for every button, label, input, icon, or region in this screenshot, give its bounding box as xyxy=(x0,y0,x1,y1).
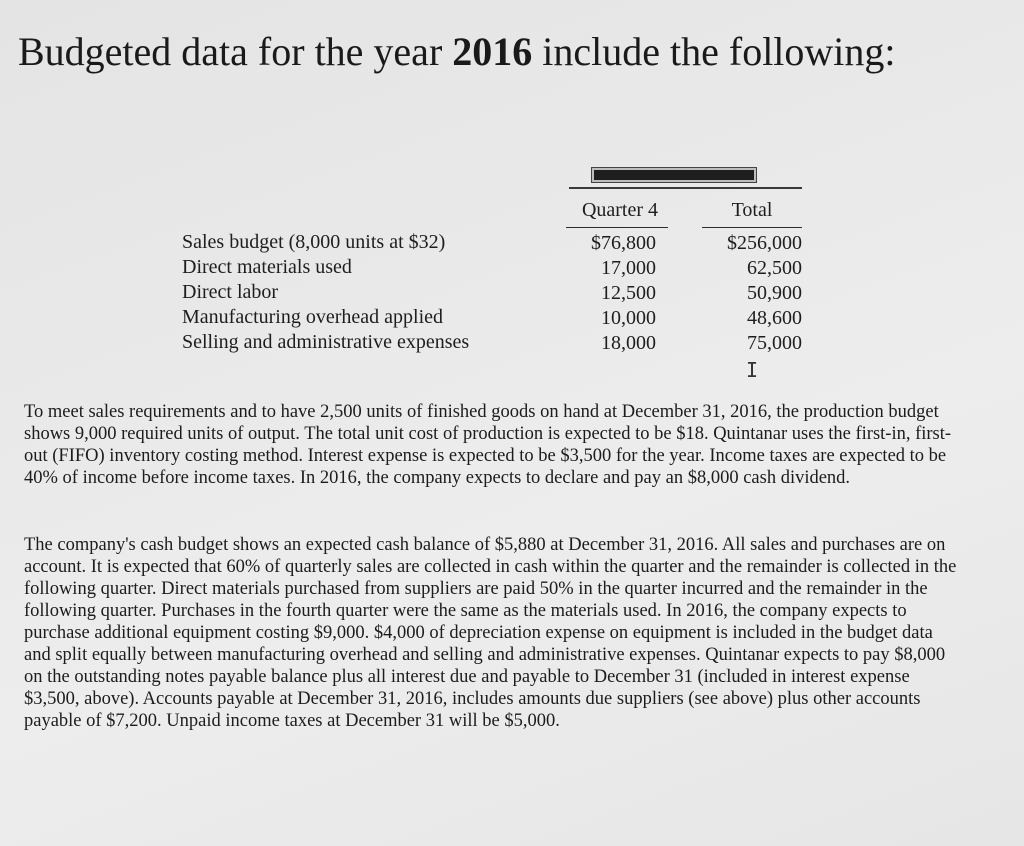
cell-total-sales: $256,000 xyxy=(727,232,802,254)
cell-q4-sales: $76,800 xyxy=(591,232,656,254)
paragraph-production-budget: To meet sales requirements and to have 2,500 units of finished goods on hand at December 31, 2016, the production budget shows 9,000 required units of output. The total unit cost of production is expected to be $18. Quintanar uses the first-in, first-out (FIFO) inventory costing method. Interest expense is expected to be $3,500 for the year. Income taxes are expected to be 40% of income before income taxes. In 2016, the company expects to declare and pay an $8,000 cash dividend. xyxy=(24,402,952,488)
quarter-4-column xyxy=(566,197,668,356)
horizontal-scrollbar-thumb[interactable] xyxy=(592,168,756,182)
budget-row-labels xyxy=(182,230,469,355)
cell-q4-direct-materials: 17,000 xyxy=(601,257,656,279)
row-label-manufacturing-overhead: Manufacturing overhead applied xyxy=(182,306,444,328)
row-label-selling-admin: Selling and administrative expenses xyxy=(182,331,470,353)
column-header-total: Total xyxy=(702,197,802,228)
cell-q4-selling-admin: 18,000 xyxy=(601,332,656,354)
table-top-rule xyxy=(569,187,802,189)
total-column xyxy=(702,197,802,356)
title-year: 2016 xyxy=(452,29,533,74)
cell-total-direct-materials: 62,500 xyxy=(747,257,802,279)
column-header-quarter-4: Quarter 4 xyxy=(566,197,668,228)
cell-total-selling-admin: 75,000 xyxy=(747,332,802,354)
row-label-direct-labor: Direct labor xyxy=(182,281,279,303)
i-beam-cursor-icon: I xyxy=(746,358,759,382)
row-label-sales-budget: Sales budget (8,000 units at $32) xyxy=(182,231,446,253)
cell-q4-overhead: 10,000 xyxy=(601,307,656,329)
title-suffix: include the following: xyxy=(532,29,896,74)
cell-total-overhead: 48,600 xyxy=(747,307,802,329)
title-prefix: Budgeted data for the year xyxy=(18,29,453,74)
row-label-direct-materials: Direct materials used xyxy=(182,256,352,278)
cell-total-direct-labor: 50,900 xyxy=(747,282,802,304)
paragraph-cash-budget: The company's cash budget shows an expected cash balance of $5,880 at December 31, 2016. All sales and purchases are on account. It is expected that 60% of quarterly sales are collected in cash within the quarter and the remainder is collected in the following quarter. Direct materials purchased from suppliers are paid 50% in the quarter incurred and the remainder in the following quarter. Purchases in the fourth quarter were the same as the materials used. In 2016, the company expects to purchase additional equipment costing $9,000. $4,000 of depreciation expense on equipment is included in the budget data and split equally between manufacturing overhead and selling and administrative expenses. Quintanar expects to pay $8,000 on the outstanding notes payable balance plus all interest due and payable to December 31 (included in interest expense $3,500, above). Accounts payable at December 31, 2016, includes amounts due suppliers (see above) plus other accounts payable of $7,200. Unpaid income taxes at December 31 will be $5,000. xyxy=(24,535,957,731)
page-title xyxy=(18,28,896,75)
cell-q4-direct-labor: 12,500 xyxy=(601,282,656,304)
